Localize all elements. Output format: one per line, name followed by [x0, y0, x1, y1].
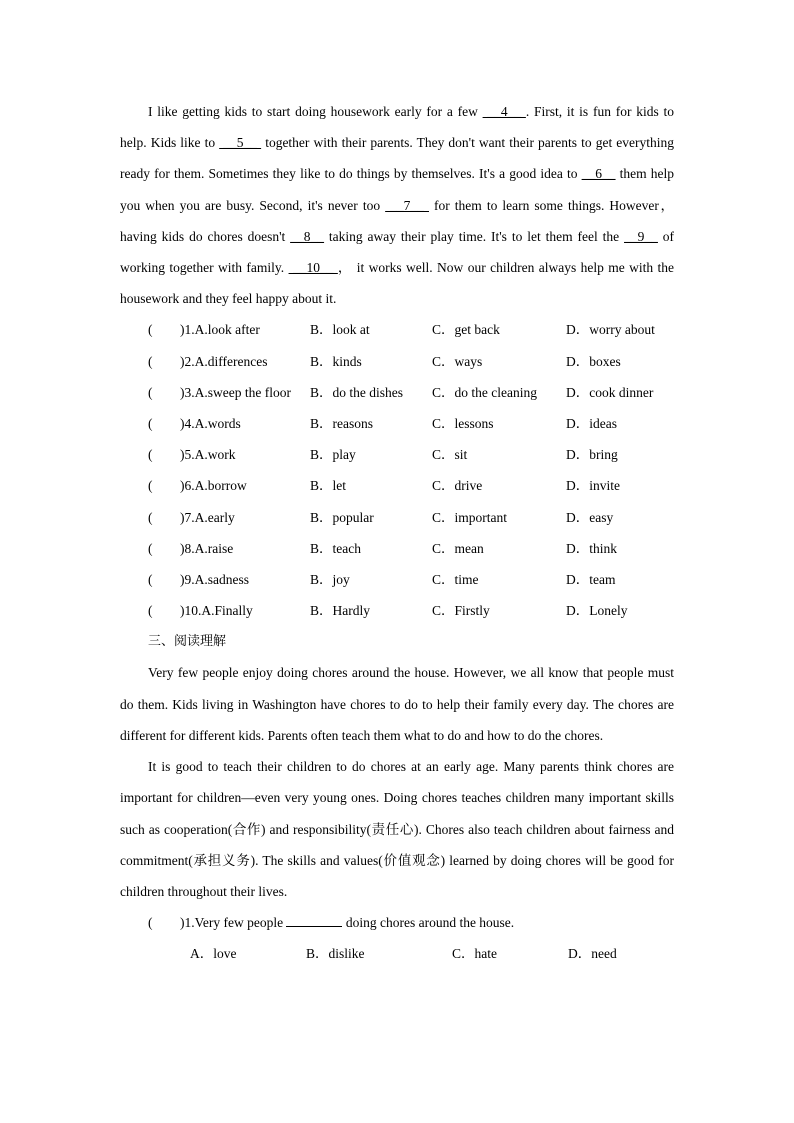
option-c: C．important: [432, 509, 507, 525]
answer-paren: (: [148, 915, 153, 931]
reading-paragraph-2: It is good to teach their children to do chores at an early age. Many parents think chores are important for children—even very young ones. Doing chores teaches children many important skills such as cooperation(合作) and responsibility(责任心). Chores also teach children about fairness and commitment(承担义务). The skills and values(价值观念) learned by doing chores will be good for children throughout their lives.: [120, 759, 674, 899]
cloze-question-list: [120, 314, 674, 626]
question-stem-before: )1.Very few people doing chores around the house.: [180, 907, 514, 938]
option-d: D．cook dinner: [566, 384, 654, 400]
cloze-question-row: [120, 595, 674, 626]
cloze-question-row: [120, 502, 674, 533]
option-d: D．Lonely: [566, 603, 628, 619]
cloze-blank: __8__: [290, 228, 324, 244]
option-c: C．do the cleaning: [432, 384, 537, 400]
option-d: D．boxes: [566, 353, 621, 369]
option-b: B．play: [310, 447, 356, 463]
option-b: B．look at: [310, 322, 370, 338]
option-a: )1.A.look after: [180, 322, 260, 338]
answer-paren: (: [148, 353, 153, 369]
passage-text: them help you when you are busy. Second, it's never too: [120, 166, 674, 213]
cloze-question-row: [120, 470, 674, 501]
option-c: C．sit: [432, 447, 468, 463]
cloze-blank: __4__: [482, 104, 526, 119]
passage-text: I like getting kids to start doing housework early for a few: [148, 104, 483, 119]
passage-text: together with their parents. They don't want their parents to get everything ready for them. Sometimes they like to do things by themselves. It's a good idea to: [120, 135, 675, 182]
option-d: D．easy: [566, 509, 614, 525]
option-c: C．ways: [432, 353, 483, 369]
option-d: D．think: [566, 540, 618, 556]
option-a: )2.A.differences: [180, 353, 268, 369]
option-d: D．need: [568, 946, 617, 962]
cloze-blank: __7__: [385, 197, 429, 213]
answer-paren: (: [148, 322, 153, 338]
passage-text: of working together with family.: [120, 228, 674, 276]
option-d: D．worry about: [566, 322, 655, 338]
option-a: )8.A.raise: [180, 540, 234, 556]
option-d: D．bring: [566, 447, 618, 463]
option-b: B．popular: [310, 509, 374, 525]
cloze-passage: [120, 96, 674, 314]
answer-paren: (: [148, 447, 153, 463]
cloze-question-row: [120, 377, 674, 408]
option-a: )3.A.sweep the floor: [180, 384, 291, 400]
option-b: B．teach: [310, 540, 361, 556]
option-a: )5.A.work: [180, 447, 236, 463]
cloze-blank: __10__: [288, 260, 338, 276]
option-d: D．ideas: [566, 415, 617, 431]
cloze-blank: __9__: [624, 228, 658, 244]
option-c: C．hate: [452, 946, 497, 962]
cloze-blank: __6__: [581, 166, 616, 182]
passage-text: ， it works well. Now our children always help me with the housework and they feel happy about it.: [120, 260, 675, 307]
option-a: A．love: [190, 946, 237, 962]
option-c: C．get back: [432, 322, 500, 338]
answer-paren: (: [148, 478, 153, 494]
cloze-question-row: [120, 314, 674, 345]
section-title-reading: 三、阅读理解: [148, 634, 227, 650]
answer-paren: (: [148, 571, 153, 587]
answer-blank: [286, 912, 342, 927]
option-c: C．mean: [432, 540, 484, 556]
option-a: )10.A.Finally: [180, 603, 253, 619]
answer-paren: (: [148, 603, 153, 619]
worksheet-page: [120, 96, 674, 969]
option-a: )4.A.words: [180, 415, 241, 431]
option-b: B．Hardly: [310, 603, 370, 619]
option-a: )9.A.sadness: [180, 571, 249, 587]
option-b: B．kinds: [310, 353, 362, 369]
reading-question-1-stem: [120, 907, 674, 938]
option-b: B．reasons: [310, 415, 373, 431]
cloze-question-row: [120, 408, 674, 439]
option-b: B．dislike: [306, 946, 365, 962]
passage-text: . First, it is fun for kids to help. Kids like to: [120, 104, 674, 151]
option-b: B．do the dishes: [310, 384, 403, 400]
reading-paragraph-1: Very few people enjoy doing chores around the house. However, we all know that people must do them. Kids living in Washington have chores to do to help their family every day. The chores are different for different kids. Parents often teach them what to do and how to do the chores.: [120, 665, 674, 743]
option-c: C．lessons: [432, 415, 494, 431]
option-d: D．invite: [566, 478, 620, 494]
cloze-question-row: [120, 346, 674, 377]
reading-question-1-options: [120, 938, 674, 969]
cloze-question-row: [120, 533, 674, 564]
answer-paren: (: [148, 509, 153, 525]
answer-paren: (: [148, 540, 153, 556]
option-b: B．joy: [310, 571, 350, 587]
passage-text: for them to learn some things. However，having kids do chores doesn't: [120, 197, 675, 244]
option-d: D．team: [566, 571, 616, 587]
passage-text: taking away their play time. It's to let them feel the: [323, 228, 625, 244]
cloze-question-row: [120, 564, 674, 595]
option-a: )7.A.early: [180, 509, 235, 525]
option-c: C．time: [432, 571, 479, 587]
cloze-question-row: [120, 439, 674, 470]
option-c: C．drive: [432, 478, 483, 494]
cloze-blank: __5__: [219, 135, 262, 151]
answer-paren: (: [148, 384, 153, 400]
option-b: B．let: [310, 478, 346, 494]
answer-paren: (: [148, 415, 153, 431]
option-a: )6.A.borrow: [180, 478, 247, 494]
option-c: C．Firstly: [432, 603, 490, 619]
